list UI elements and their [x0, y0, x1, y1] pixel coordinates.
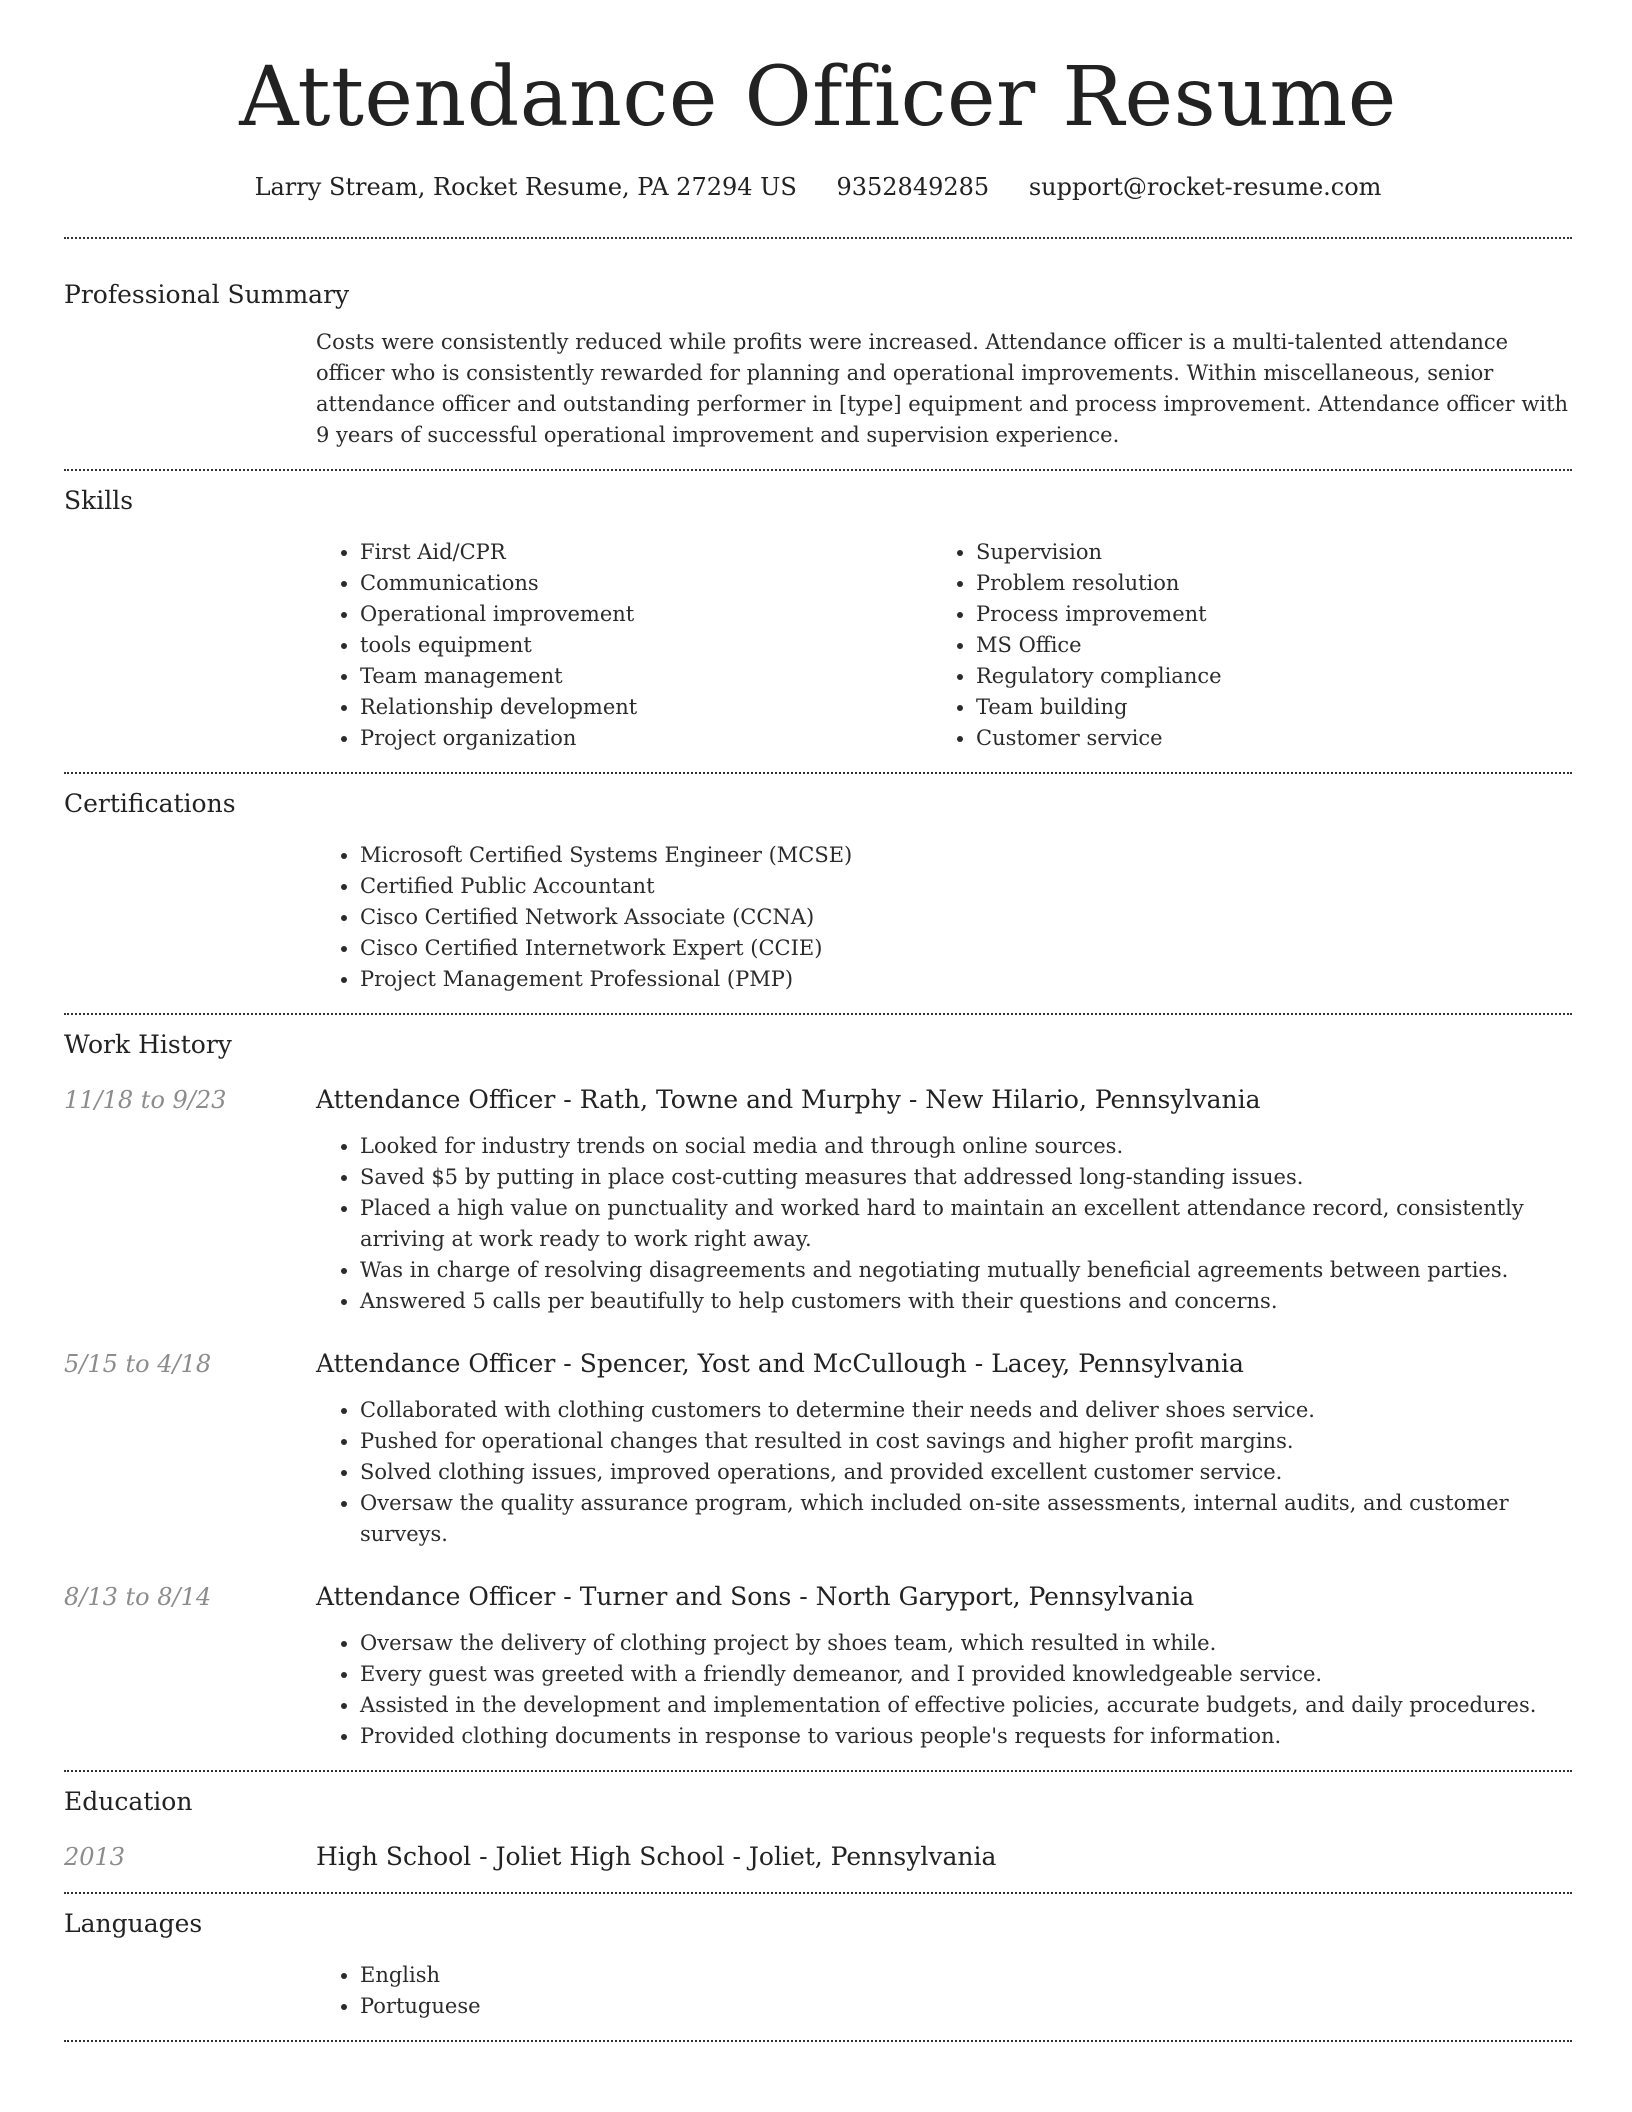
job-bullets: [316, 1131, 1572, 1317]
job-dates: 5/15 to 4/18: [64, 1350, 212, 1378]
section-heading-education: Education: [64, 1787, 193, 1816]
contact-phone: 9352849285: [836, 173, 990, 201]
job-entry: [64, 1347, 1572, 1550]
resume-title: Attendance Officer Resume: [239, 50, 1397, 145]
job-entry: [64, 1580, 1572, 1752]
divider: [64, 1770, 1572, 1772]
education-details: High School - Joliet High School - Joliet, Pennsylvania: [316, 1842, 997, 1871]
education-year: 2013: [64, 1843, 126, 1871]
skills-column-right: [932, 537, 1548, 754]
summary-text: Costs were consistently reduced while profits were increased. Attendance officer is a multi-talented attendance officer who is consistently rewarded for planning and operational improvements. Within miscellaneous, senior attendance officer and outstanding performer in [type] equipment and process improvement. Attendance officer with 9 years of successful operational improvement and supervision experience.: [316, 330, 1569, 447]
list-item: • Assisted in the development and implementation of effective policies, accurate budgets, and daily procedures.: [360, 1690, 1572, 1721]
list-item: • Relationship development: [360, 692, 932, 723]
list-item: • Was in charge of resolving disagreements and negotiating mutually beneficial agreements between parties.: [360, 1255, 1572, 1286]
list-item: • Cisco Certified Internetwork Expert (CCIE): [360, 933, 1572, 964]
list-item: • Communications: [360, 568, 932, 599]
list-item: • Regulatory compliance: [976, 661, 1548, 692]
list-item: • English: [360, 1960, 1572, 1991]
contact-email: support@rocket-resume.com: [1028, 173, 1382, 201]
contact-line: [64, 170, 1572, 204]
section-heading-languages: Languages: [64, 1909, 203, 1938]
job-dates: 8/13 to 8/14: [64, 1583, 212, 1611]
list-item: • Project organization: [360, 723, 932, 754]
list-item: • Microsoft Certified Systems Engineer (MCSE): [360, 840, 1572, 871]
list-item: • Looked for industry trends on social media and through online sources.: [360, 1131, 1572, 1162]
list-item: • Problem resolution: [976, 568, 1548, 599]
job-bullets: [316, 1395, 1572, 1550]
job-entry: [64, 1083, 1572, 1317]
list-item: • Pushed for operational changes that resulted in cost savings and higher profit margins.: [360, 1426, 1572, 1457]
list-item: • Team building: [976, 692, 1548, 723]
skills-list: [316, 537, 1572, 754]
list-item: • Answered 5 calls per beautifully to help customers with their questions and concerns.: [360, 1286, 1572, 1317]
divider: [64, 1892, 1572, 1894]
list-item: • Certified Public Accountant: [360, 871, 1572, 902]
list-item: • Solved clothing issues, improved operations, and provided excellent customer service.: [360, 1457, 1572, 1488]
certifications-list: [316, 840, 1572, 995]
divider: [64, 237, 1572, 239]
list-item: • Placed a high value on punctuality and worked hard to maintain an excellent attendance record, consistently arriving at work ready to work right away.: [360, 1193, 1572, 1255]
list-item: • Saved $5 by putting in place cost-cutting measures that addressed long-standing issues.: [360, 1162, 1572, 1193]
list-item: • Operational improvement: [360, 599, 932, 630]
education-entry: [64, 1840, 1572, 1874]
list-item: • Collaborated with clothing customers to determine their needs and deliver shoes service.: [360, 1395, 1572, 1426]
list-item: • Every guest was greeted with a friendly demeanor, and I provided knowledgeable service.: [360, 1659, 1572, 1690]
job-title: Attendance Officer - Rath, Towne and Murphy - New Hilario, Pennsylvania: [316, 1085, 1261, 1114]
section-heading-work-history: Work History: [64, 1030, 232, 1059]
contact-address: Larry Stream, Rocket Resume, PA 27294 US: [254, 173, 797, 201]
divider: [64, 1013, 1572, 1015]
list-item: • Oversaw the delivery of clothing project by shoes team, which resulted in while.: [360, 1628, 1572, 1659]
list-item: • Supervision: [976, 537, 1548, 568]
list-item: • Process improvement: [976, 599, 1548, 630]
job-title: Attendance Officer - Turner and Sons - North Garyport, Pennsylvania: [316, 1582, 1195, 1611]
list-item: • Team management: [360, 661, 932, 692]
section-heading-certifications: Certifications: [64, 789, 236, 818]
divider: [64, 772, 1572, 774]
list-item: • First Aid/CPR: [360, 537, 932, 568]
list-item: • Cisco Certified Network Associate (CCNA): [360, 902, 1572, 933]
job-dates: 11/18 to 9/23: [64, 1086, 227, 1114]
list-item: • Project Management Professional (PMP): [360, 964, 1572, 995]
list-item: • Provided clothing documents in response to various people's requests for information.: [360, 1721, 1572, 1752]
list-item: • Oversaw the quality assurance program, which included on-site assessments, internal audits, and customer surveys.: [360, 1488, 1572, 1550]
skills-column-left: [316, 537, 932, 754]
job-bullets: [316, 1628, 1572, 1752]
list-item: • MS Office: [976, 630, 1548, 661]
section-heading-summary: Professional Summary: [64, 280, 350, 309]
list-item: • Portuguese: [360, 1991, 1572, 2022]
job-title: Attendance Officer - Spencer, Yost and McCullough - Lacey, Pennsylvania: [316, 1349, 1244, 1378]
divider: [64, 2040, 1572, 2042]
section-heading-skills: Skills: [64, 486, 134, 515]
list-item: • Customer service: [976, 723, 1548, 754]
languages-list: [316, 1960, 1572, 2022]
resume-page: [64, 0, 1572, 2042]
divider: [64, 469, 1572, 471]
list-item: • tools equipment: [360, 630, 932, 661]
